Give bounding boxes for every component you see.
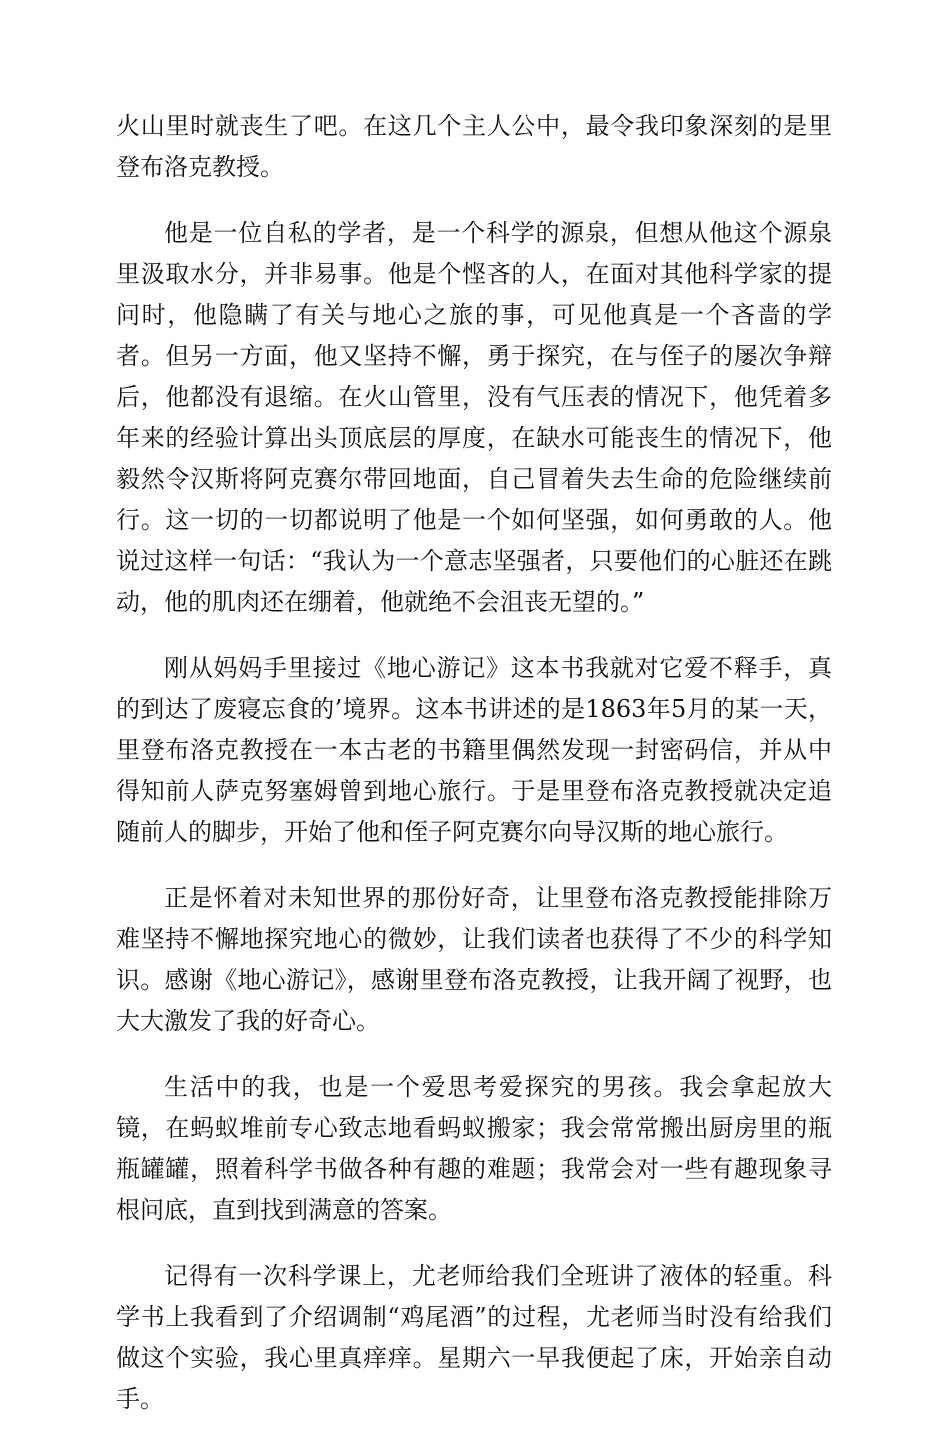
paragraph-5: 生活中的我，也是一个爱思考爱探究的男孩。我会拿起放大镜，在蚂蚁堆前专心致志地看蚂蚁搬家；我会常常搬出厨房里的瓶瓶罐罐，照着科学书做各种有趣的难题；我常会对一些有趣现象寻根问底，直到找到满意的答案。 xyxy=(116,1073,832,1224)
paragraph-3: 刚从妈妈手里接过《地心游记》这本书我就对它爱不释手，真的到达了废寝忘食的’境界。这本书讲述的是1863年5月的某一天，里登布洛克教授在一本古老的书籍里偶然发现一封密码信，并从中得知前人萨克努塞姆曾到地心旅行。于是里登布洛克教授就决定追随前人的脚步，开始了他和侄子阿克赛尔向导汉斯的地心旅行。 xyxy=(116,654,832,846)
paragraph-6: 记得有一次科学课上，尤老师给我们全班讲了液体的轻重。科学书上我看到了介绍调制“鸡尾酒”的过程，尤老师当时没有给我们做这个实验，我心里真痒痒。星期六一早我便起了床，开始亲自动手。 xyxy=(116,1262,832,1413)
document-body xyxy=(116,106,832,1445)
paragraph-4: 正是怀着对未知世界的那份好奇，让里登布洛克教授能排除万难坚持不懈地探究地心的微妙，让我们读者也获得了不少的科学知识。感谢《地心游记》，感谢里登布洛克教授，让我开阔了视野，也大大激发了我的好奇心。 xyxy=(116,884,832,1035)
paragraph-2: 他是一位自私的学者，是一个科学的源泉，但想从他这个源泉里汲取水分，并非易事。他是个悭吝的人，在面对其他科学家的提问时，他隐瞒了有关与地心之旅的事，可见他真是一个吝啬的学者。但另一方面，他又坚持不懈，勇于探究，在与侄子的屡次争辩后，他都没有退缩。在火山管里，没有气压表的情况下，他凭着多年来的经验计算出头顶底层的厚度，在缺水可能丧生的情况下，他毅然令汉斯将阿克赛尔带回地面，自己冒着失去生命的危险继续前行。这一切的一切都说明了他是一个如何坚强，如何勇敢的人。他说过这样一句话：“我认为一个意志坚强者，只要他们的心脏还在跳动，他的肌肉还在绷着，他就绝不会沮丧无望的。” xyxy=(116,219,832,616)
paragraph-1: 火山里时就丧生了吧。在这几个主人公中，最令我印象深刻的是里登布洛克教授。 xyxy=(116,112,832,181)
